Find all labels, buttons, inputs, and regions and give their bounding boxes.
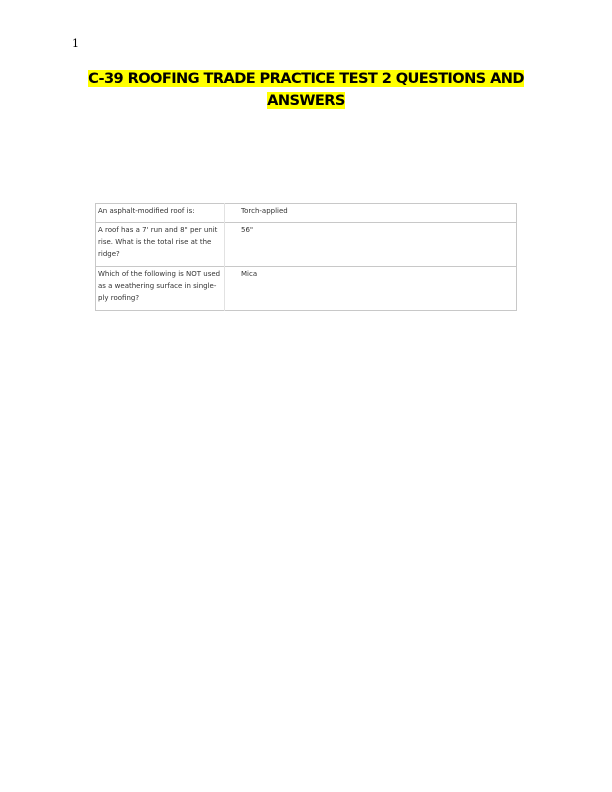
answer-cell: Torch-applied [241,207,288,215]
answer-cell: 56" [225,223,517,267]
question-cell: Which of the following is NOT used as a weathering surface in single-ply roofing? [96,267,225,311]
table-row [96,223,517,267]
table-row [96,267,517,311]
page-number: 1 [72,37,79,50]
page-title-text: C-39 ROOFING TRADE PRACTICE TEST 2 QUESTIONS AND ANSWERS [88,70,524,109]
page-title [80,68,532,112]
question-cell: An asphalt-modified roof is: [96,204,225,223]
qa-table [95,203,517,311]
answer-cell: Mica [225,267,517,311]
table-row [96,204,517,223]
question-cell: A roof has a 7' run and 8" per unit rise. What is the total rise at the ridge? [96,223,225,267]
